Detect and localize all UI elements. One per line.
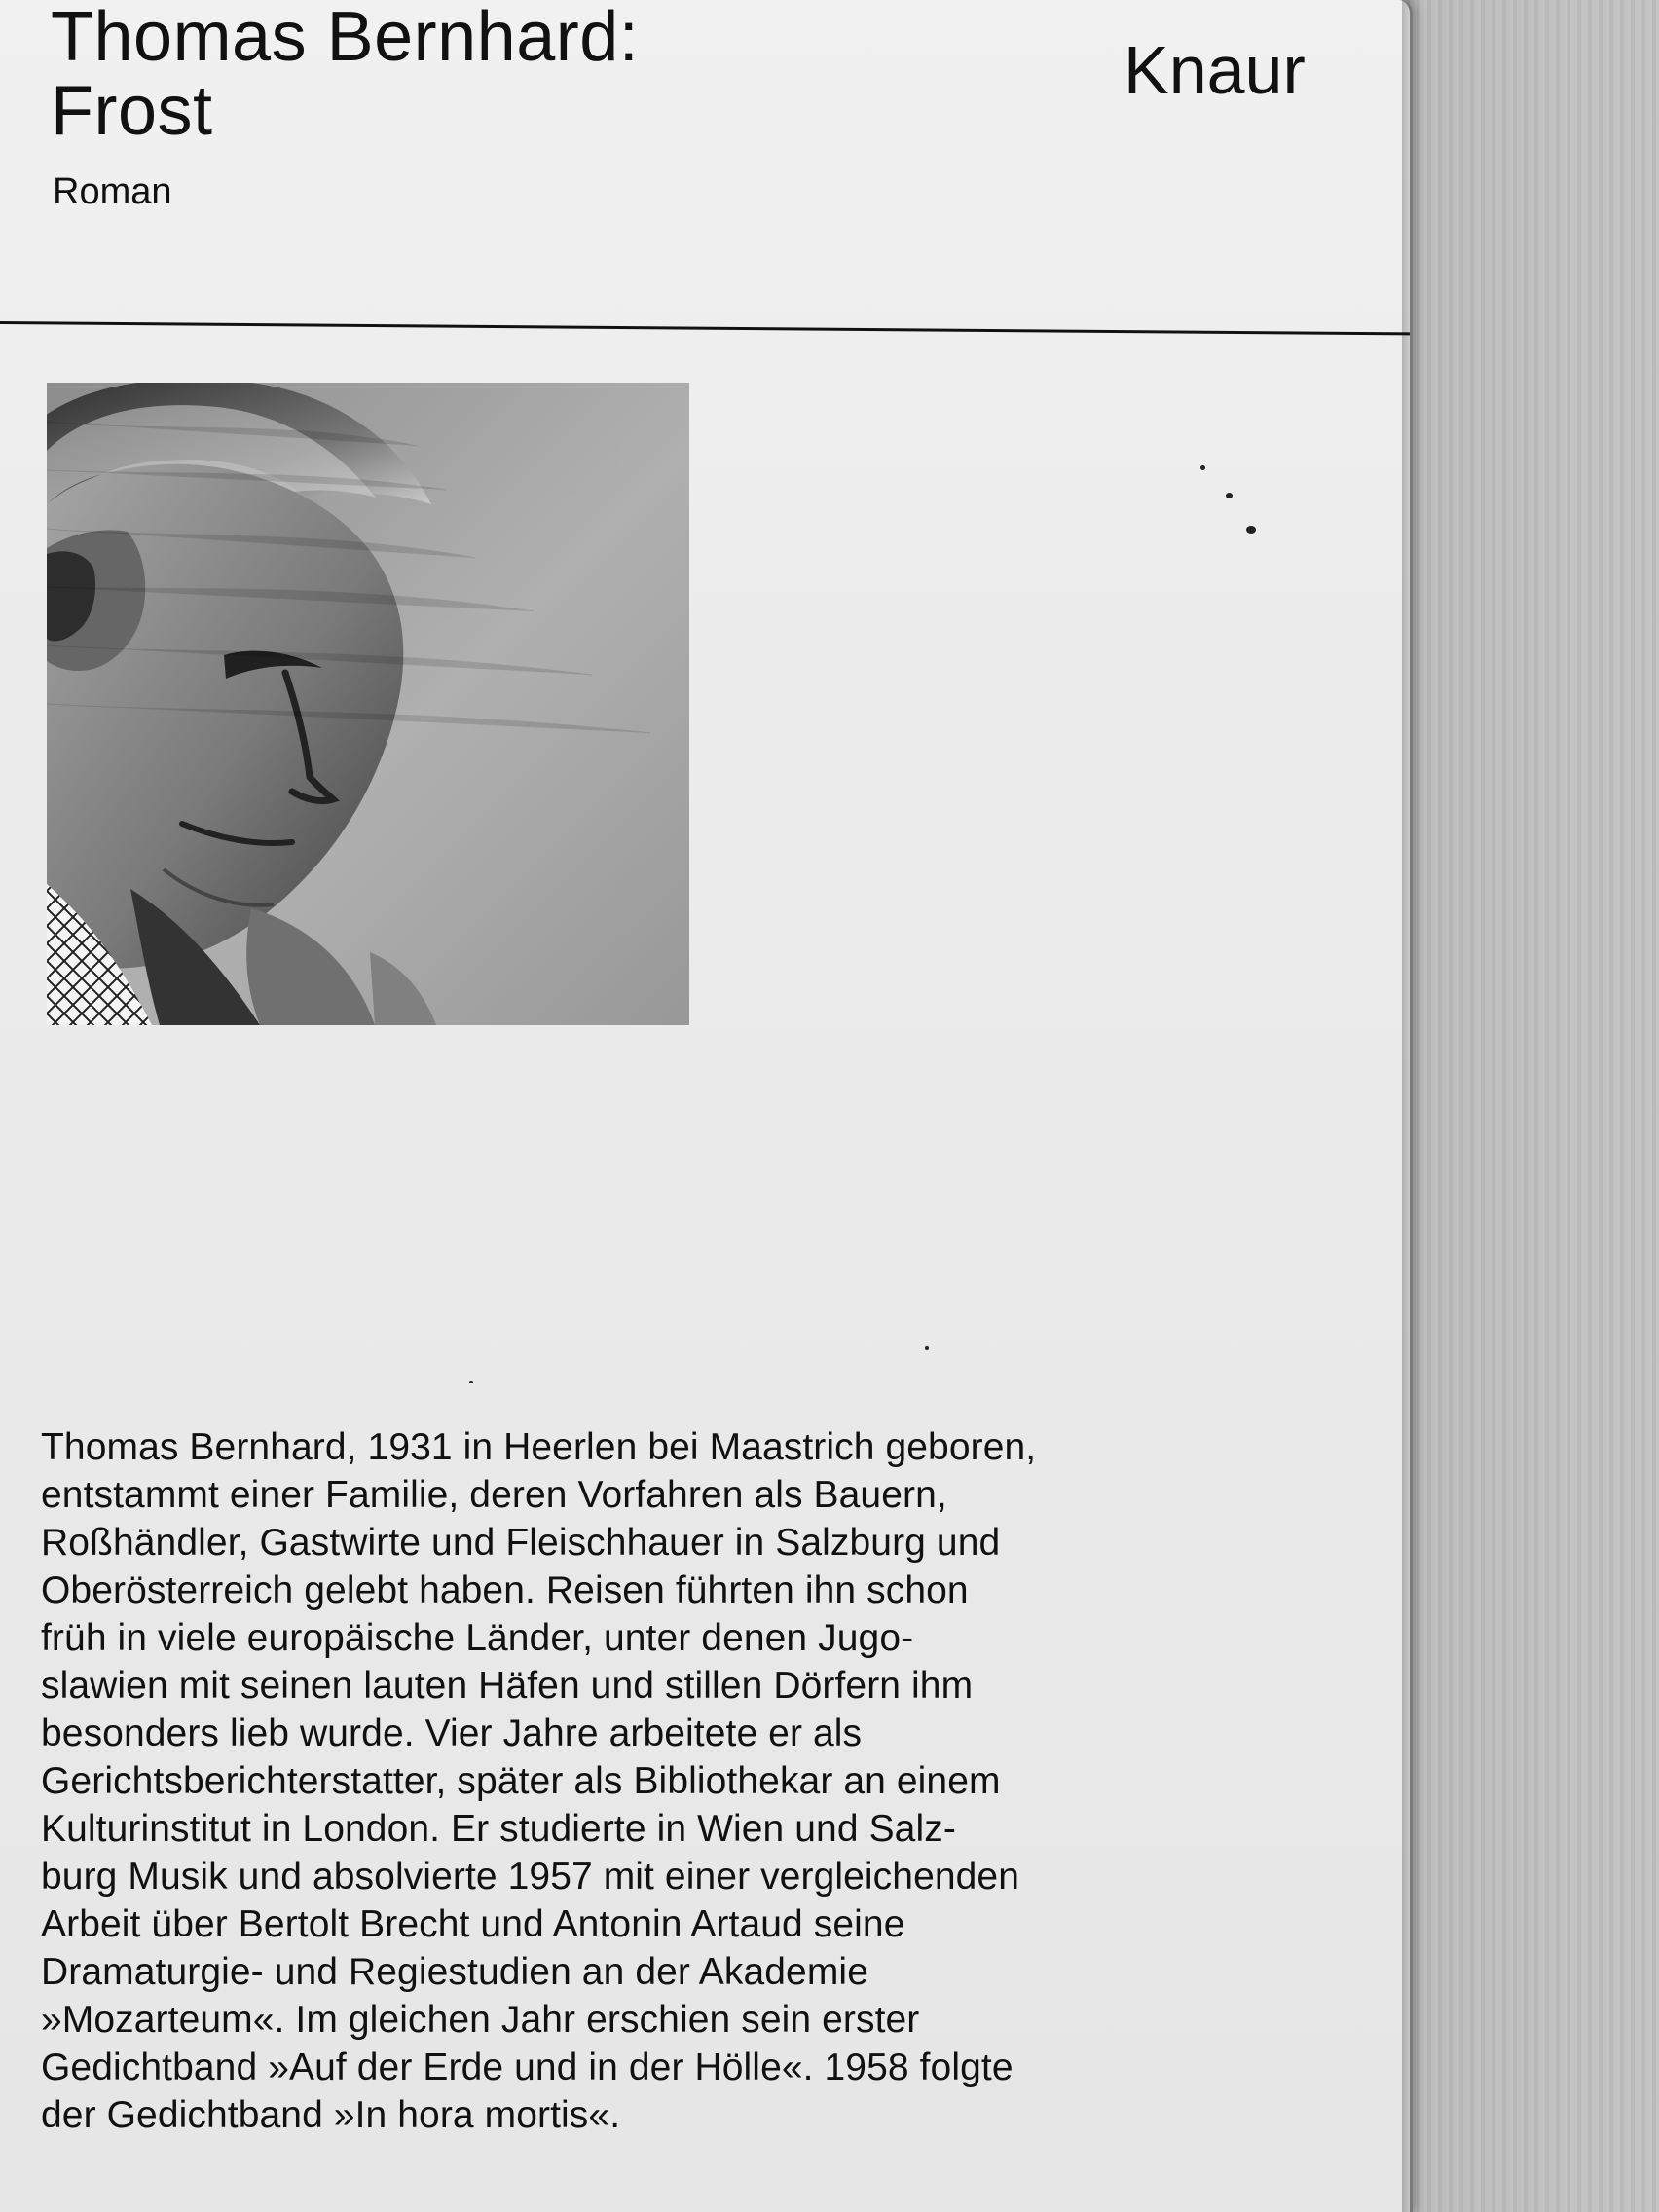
cover-edge-shadow [1402,0,1419,2212]
publisher-name: Knaur [1124,32,1306,108]
paper-speck [1246,526,1256,534]
book-subtitle: Roman [53,171,172,212]
paper-speck [469,1381,473,1383]
paper-speck [1200,465,1205,470]
author-biography: Thomas Bernhard, 1931 in Heerlen bei Maastrich geboren, entstammt einer Familie, deren Vorfahren als Bauern, Roßhändler, Gastwirte und Fleischhauer in Salzburg und Oberösterreich gelebt haben. Reisen führten ihn schon früh in viele europäische Länder, unter denen Jugo- slawien mit seinen lauten Häfen und stillen Dörfern ihm besonders lieb wurde. Vier Jahre arbeitete er als Gerichtsberichterstatter, später als Bibliothekar an einem Kulturinstitut in London. Er studierte in Wien und Salz- burg Musik und absolvierte 1957 mit einer vergleichenden Arbeit über Bertolt Brecht und Antonin Artaud seine Dramaturgie- und Regiestudien an der Akademie »Mozarteum«. Im gleichen Jahr erschien sein erster Gedichtband »Auf der Erde und in der Hölle«. 1958 folgte der Gedichtband »In hora mortis«. [41,1426,1037,2136]
author-photo [47,383,689,1025]
paper-speck [1226,493,1233,498]
author-portrait [47,383,689,1025]
horizontal-divider [0,321,1410,335]
book-title-line-2: Frost [51,72,213,150]
book-title-line-1: Thomas Bernhard: [51,0,640,76]
paper-speck [925,1346,929,1350]
book-title-block [51,0,791,148]
